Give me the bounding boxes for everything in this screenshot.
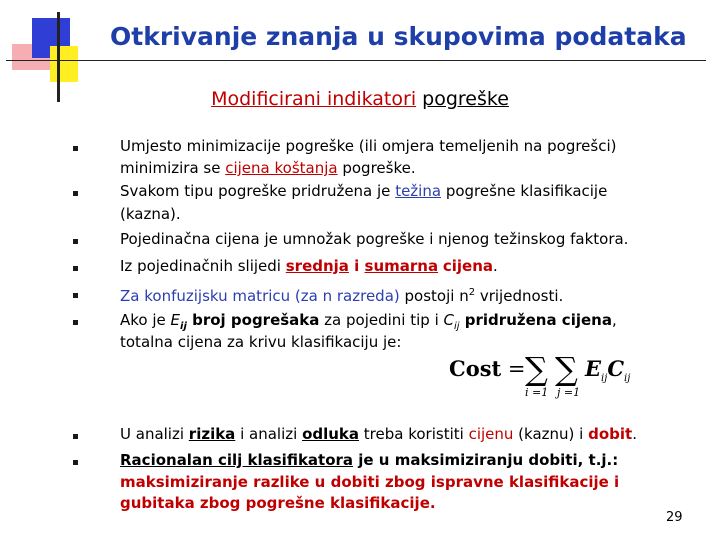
bullet-7-text: . xyxy=(632,425,637,443)
bullet-1-text: pogreške. xyxy=(337,159,416,177)
bullet-8-line-1 xyxy=(120,451,618,469)
formula-c: C xyxy=(607,356,625,381)
bullet-4-highlight: sumarna xyxy=(364,257,439,275)
formula-sum-i: ∑ xyxy=(525,350,548,388)
bullet-7-highlight: rizika xyxy=(188,425,236,443)
bullet-4-text: . xyxy=(493,257,498,275)
bullet-8-line-3 xyxy=(120,494,436,512)
bullet-7-highlight: cijenu xyxy=(468,425,514,443)
formula-subscript-c: ij xyxy=(624,373,631,385)
bullet-8-line-2 xyxy=(120,473,619,491)
bullet-7-text: treba koristiti xyxy=(359,425,469,443)
bullet-4-highlight: srednja xyxy=(285,257,349,275)
formula-cost xyxy=(449,356,526,381)
bullet-7-text: i analizi xyxy=(235,425,303,443)
bullet-1-line-2 xyxy=(120,159,416,177)
bullet-1-text: Umjesto minimizacije pogreške (ili omjera temeljenih na pogrešci) xyxy=(120,137,617,155)
bullet-3-line-1 xyxy=(120,230,628,248)
subtitle-part1: Modificirani indikatori xyxy=(211,88,417,110)
formula-cost-word: Cost xyxy=(449,356,502,381)
bullet-4-line-1 xyxy=(120,257,498,275)
bullet-marker xyxy=(73,266,78,271)
bullet-8-text: je u maksimiziranju dobiti, t.j.: xyxy=(353,451,619,469)
slide-title: Otkrivanje znanja u skupovima podataka xyxy=(110,22,687,51)
formula-e: E xyxy=(585,356,602,381)
bullet-4-text: i xyxy=(348,257,365,275)
bullet-6-text: , xyxy=(611,311,617,329)
bullet-2-highlight: težina xyxy=(395,182,442,200)
bullet-1-line-1 xyxy=(120,137,617,155)
bullet-1-highlight: cijena koštanja xyxy=(225,159,338,177)
bullet-4-highlight: cijena xyxy=(442,257,494,275)
bullet-marker xyxy=(73,434,78,439)
bullet-7-text: U analizi xyxy=(120,425,189,443)
bullet-4-text: Iz pojedinačnih slijedi xyxy=(120,257,286,275)
bullet-6-subscript: ij xyxy=(454,321,460,332)
bullet-2-text: (kazna). xyxy=(120,205,181,223)
bullet-2-text: pogrešne klasifikacije xyxy=(441,182,608,200)
formula-term xyxy=(585,356,630,384)
bullet-1-text: minimizira se xyxy=(120,159,226,177)
bullet-7-line-1 xyxy=(120,425,637,443)
formula-limit-i: i =1 xyxy=(525,386,549,399)
decor-horizontal-line xyxy=(6,60,706,61)
bullet-marker xyxy=(73,239,78,244)
subtitle-part3: pogreške xyxy=(422,88,509,110)
bullet-marker xyxy=(73,191,78,196)
bullet-3-text: Pojedinačna cijena je umnožak pogreške i njenog težinskog faktora. xyxy=(120,230,629,248)
bullet-6-text: za pojedini tip i xyxy=(319,311,444,329)
slide-subtitle xyxy=(0,88,720,110)
bullet-2-line-2 xyxy=(120,205,181,223)
bullet-2-text: Svakom tipu pogreške pridružena je xyxy=(120,182,396,200)
page-number: 29 xyxy=(666,510,683,525)
bullet-5-superscript: 2 xyxy=(468,287,476,298)
bullet-6-symbol-c: C xyxy=(443,311,454,329)
bullet-8-text: gubitaka zbog pogrešne klasifikacije. xyxy=(120,494,436,512)
decor-yellow-square xyxy=(50,46,78,82)
bullet-8-text: maksimiziranje razlike u dobiti zbog ispravne klasifikacije i xyxy=(120,473,620,491)
formula-equals: = xyxy=(501,357,526,381)
bullet-5-line-1 xyxy=(120,284,563,305)
bullet-6-text: totalna cijena za krivu klasifikaciju je: xyxy=(120,333,402,351)
formula-sum-j: ∑ xyxy=(555,350,578,388)
bullet-8-highlight: Racionalan cilj klasifikatora xyxy=(120,451,354,469)
formula-subscript-e: ij xyxy=(601,373,608,385)
bullet-7-highlight: odluka xyxy=(302,425,360,443)
bullet-6-line-2 xyxy=(120,333,401,351)
bullet-6-highlight: pridružena cijena xyxy=(459,311,612,329)
bullet-6-subscript: ij xyxy=(180,321,187,332)
bullet-7-text: (kaznu) i xyxy=(513,425,589,443)
bullet-marker xyxy=(73,460,78,465)
bullet-marker xyxy=(73,293,78,298)
cost-formula xyxy=(445,352,665,406)
bullet-5-text: postoji n xyxy=(399,287,469,305)
bullet-2-line-1 xyxy=(120,182,607,200)
bullet-5-highlight: Za konfuzijsku matricu (za n razreda) xyxy=(120,287,400,305)
bullet-marker xyxy=(73,146,78,151)
bullet-7-highlight: dobit xyxy=(588,425,633,443)
bullet-6-highlight: broj pogrešaka xyxy=(186,311,320,329)
formula-limit-j: j =1 xyxy=(557,386,581,399)
bullet-5-text: vrijednosti. xyxy=(475,287,564,305)
bullet-6-symbol-e: E xyxy=(170,311,181,329)
bullet-6-text: Ako je xyxy=(120,311,171,329)
bullet-marker xyxy=(73,320,78,325)
